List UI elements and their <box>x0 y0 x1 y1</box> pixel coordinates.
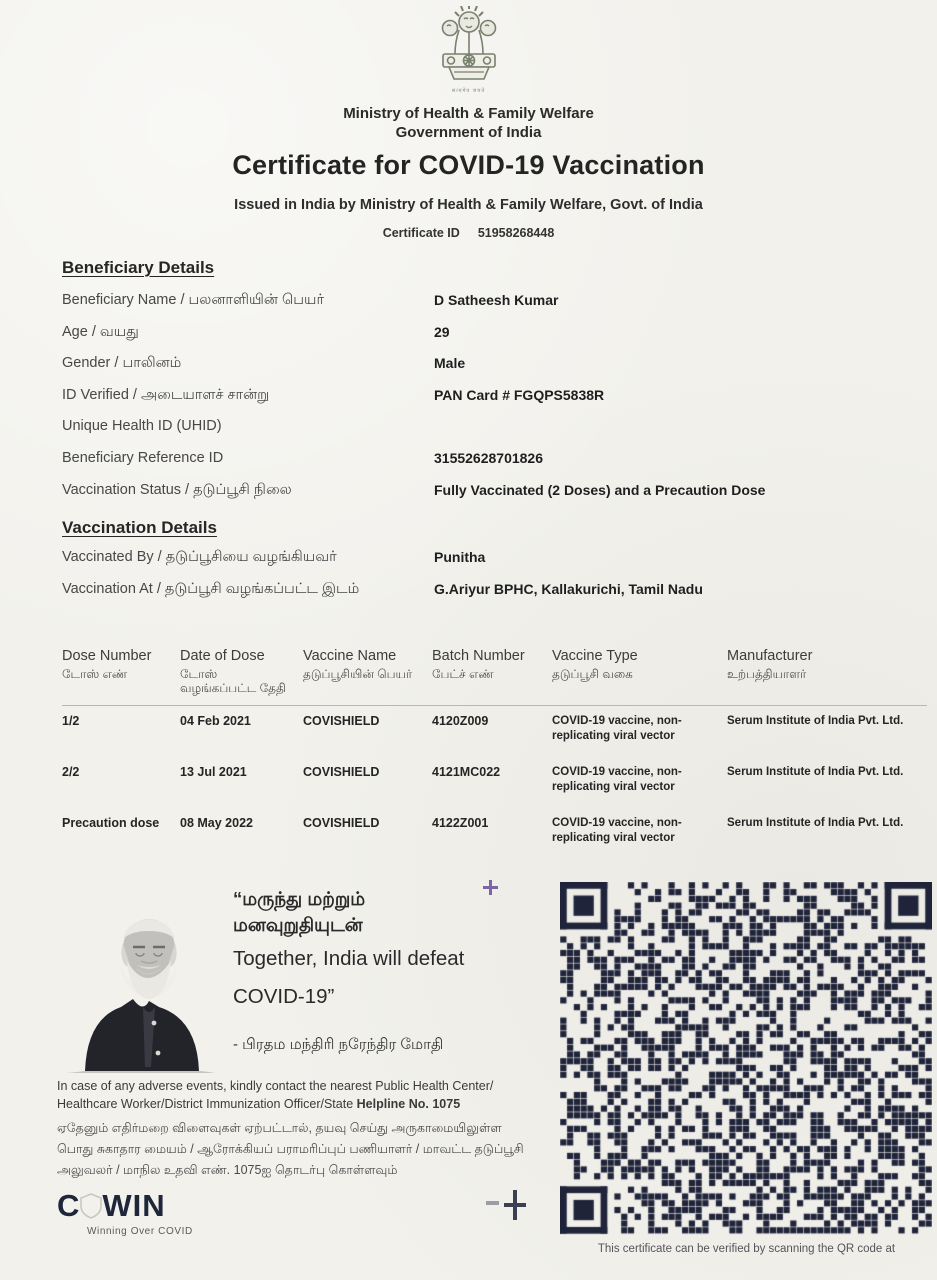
dose-table-body <box>62 706 927 859</box>
column-header <box>303 648 432 695</box>
column-header <box>432 648 552 695</box>
field-label: ID Verified / அடையாளச் சான்று <box>62 386 270 403</box>
certificate-id-label: Certificate ID <box>382 226 460 240</box>
field-value: PAN Card # FGQPS5838R <box>434 386 605 403</box>
quote-tamil-line1: “மருந்து மற்றும் <box>233 888 366 909</box>
dose-cell: Serum Institute of India Pvt. Ltd. <box>727 817 904 829</box>
field-value: G.Ariyur BPHC, Kallakurichi, Tamil Nadu <box>434 580 703 597</box>
adverse-events-body: In case of any adverse events, kindly contact the nearest Public Health Center/ Healthcare Worker/District Immunization Officer/State <box>57 1079 494 1111</box>
column-header <box>180 648 303 695</box>
field-value: 29 <box>434 323 450 340</box>
pm-portrait <box>57 903 235 1080</box>
adverse-events-text-en <box>57 1078 507 1113</box>
column-header-en: Vaccine Name <box>303 648 397 664</box>
dose-cell: Serum Institute of India Pvt. Ltd. <box>727 766 904 778</box>
dose-cell: 4120Z009 <box>432 714 489 728</box>
registration-cross-icon <box>500 1190 530 1220</box>
certificate-id-line <box>0 226 937 240</box>
dose-cell: COVISHIELD <box>303 765 380 779</box>
column-header <box>727 648 927 695</box>
column-header-en: Date of Dose <box>180 648 265 664</box>
field-label: Gender / பாலினம் <box>62 355 182 372</box>
qr-caption: This certificate can be verified by scanning the QR code at <box>597 1243 896 1255</box>
field-label: Beneficiary Name / பலனாளியின் பெயர் <box>62 292 325 308</box>
cowin-win: WIN <box>102 1188 166 1223</box>
dose-cell: 04 Feb 2021 <box>180 714 251 728</box>
field-value: D Satheesh Kumar <box>434 292 559 308</box>
column-header-ta: தடுப்பூசி வகை <box>552 667 633 681</box>
column-header-ta: பேட்ச் எண் <box>432 667 494 681</box>
vaccination-details-list <box>62 549 917 612</box>
column-header-ta: தடுப்பூசியின் பெயர் <box>303 667 413 681</box>
pm-quote <box>233 886 533 1055</box>
beneficiary-details-list <box>62 292 917 513</box>
dose-cell: 2/2 <box>62 765 80 779</box>
field-label: Vaccination At / தடுப்பூசி வழங்கப்பட்ட இடம் <box>62 580 360 597</box>
dose-cell: COVID-19 vaccine, non-replicating viral vector <box>552 766 682 793</box>
quote-english-line2: COVID-19” <box>233 985 335 1008</box>
field-value <box>434 418 917 450</box>
adverse-events-text-ta: ஏதேனும் எதிர்மறை விளைவுகள் ஏற்பட்டால், தயவு செய்து அருகாமையிலுள்ள பொது சுகாதார மையம் / ஆரோக்கியப் பராமரிப்புப் பணியாளர் / மாவட்ட தடுப்பூசி அலுவலர் / மாநில உதவி எண். 1075ஐ தொடர்பு கொள்ளவும் <box>57 1121 524 1177</box>
quote-tamil-line2: மனவுறுதியுடன் <box>233 914 363 935</box>
column-header-en: Manufacturer <box>727 648 813 664</box>
cowin-tagline: Winning Over COVID <box>87 1226 193 1237</box>
dose-cell: 4121MC022 <box>432 765 501 779</box>
field-value: Punitha <box>434 549 486 565</box>
dose-cell: COVID-19 vaccine, non-replicating viral vector <box>552 817 682 844</box>
column-header-en: Dose Number <box>62 648 152 664</box>
column-header <box>62 648 180 695</box>
dose-cell: 13 Jul 2021 <box>180 765 247 779</box>
dose-cell: Serum Institute of India Pvt. Ltd. <box>727 715 904 727</box>
beneficiary-details-heading: Beneficiary Details <box>62 258 215 277</box>
field-label: Age / வயது <box>62 323 139 340</box>
certificate-subtitle: Issued in India by Ministry of Health & Family Welfare, Govt. of India <box>234 197 703 213</box>
field-label: Vaccinated By / தடுப்பூசியை வழங்கியவர் <box>62 549 337 565</box>
column-header <box>552 648 727 695</box>
field-label: Vaccination Status / தடுப்பூசி நிலை <box>62 481 292 498</box>
ministry-line2: Government of India <box>395 124 542 141</box>
field-value: Male <box>434 355 466 372</box>
emblem-motto: सत्यमेव जयते <box>451 88 486 94</box>
cowin-shield-icon <box>80 1193 102 1219</box>
column-header-en: Vaccine Type <box>552 648 638 664</box>
quote-attribution: - பிரதம மந்திரி நரேந்திர மோதி <box>233 1036 444 1053</box>
ministry-line1: Ministry of Health & Family Welfare <box>343 105 594 122</box>
qr-code <box>560 882 932 1235</box>
field-label: Unique Health ID (UHID) <box>62 418 222 435</box>
national-emblem-icon <box>437 6 501 95</box>
dose-cell: COVISHIELD <box>303 816 380 830</box>
dose-table-header <box>62 648 927 706</box>
cowin-logo <box>57 1188 193 1237</box>
field-label: Beneficiary Reference ID <box>62 449 224 466</box>
dose-cell: COVID-19 vaccine, non-replicating viral vector <box>552 715 682 742</box>
dose-cell: 1/2 <box>62 714 80 728</box>
column-header-ta: டோஸ் எண் <box>62 667 128 681</box>
vaccination-details-heading: Vaccination Details <box>62 518 217 537</box>
dose-row <box>62 706 927 757</box>
dose-row <box>62 757 927 808</box>
certificate-title: Certificate for COVID-19 Vaccination <box>232 150 705 180</box>
dose-row <box>62 808 927 859</box>
column-header-en: Batch Number <box>432 648 525 664</box>
cowin-c: C <box>57 1188 81 1223</box>
column-header-ta: உற்பத்தியாளர் <box>727 667 807 681</box>
dose-cell: 4122Z001 <box>432 816 489 830</box>
ministry-header <box>0 104 937 142</box>
dose-cell: Precaution dose <box>62 816 160 830</box>
quote-english-line1: Together, India will defeat <box>233 947 465 970</box>
dose-table <box>0 648 937 859</box>
helpline-number: Helpline No. 1075 <box>356 1096 461 1111</box>
column-header-ta: டோஸ் வழங்கப்பட்ட தேதி <box>180 667 286 695</box>
registration-plus-icon <box>483 880 498 895</box>
dose-cell: COVISHIELD <box>303 714 380 728</box>
dose-cell: 08 May 2022 <box>180 816 253 830</box>
field-value: Fully Vaccinated (2 Doses) and a Precaution Dose <box>434 481 766 498</box>
certificate-id-value: 51958268448 <box>477 226 555 240</box>
field-value: 31552628701826 <box>434 449 544 466</box>
